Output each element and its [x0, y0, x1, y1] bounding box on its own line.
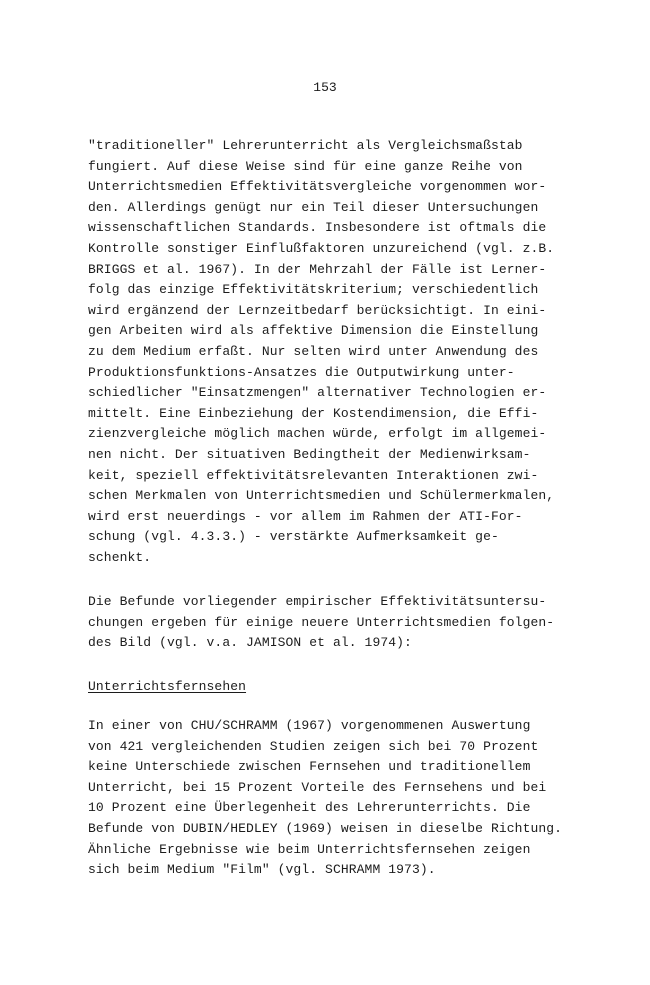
- text-line: Kontrolle sonstiger Einflußfaktoren unzureichend (vgl. z.B.: [88, 240, 555, 256]
- text-line: nen nicht. Der situativen Bedingtheit der Medienwirksam-: [88, 446, 531, 462]
- text-line: mittelt. Eine Einbeziehung der Kostendimension, die Effi-: [88, 405, 539, 421]
- text-line: folg das einzige Effektivitätskriterium; verschiedentlich: [88, 282, 539, 298]
- text-line: des Bild (vgl. v.a. JAMISON et al. 1974):: [88, 635, 412, 651]
- paragraph-2: [88, 592, 558, 654]
- text-line: BRIGGS et al. 1967). In der Mehrzahl der Fälle ist Lerner-: [88, 261, 547, 277]
- text-line: gen Arbeiten wird als affektive Dimension die Einstellung: [88, 323, 539, 339]
- text-line: den. Allerdings genügt nur ein Teil dieser Untersuchungen: [88, 199, 539, 215]
- text-line: Produktionsfunktions-Ansatzes die Outputwirkung unter-: [88, 364, 515, 380]
- paragraph-3: [88, 716, 563, 881]
- text-line: zu dem Medium erfaßt. Nur selten wird unter Anwendung des: [88, 343, 539, 359]
- text-line: 10 Prozent eine Überlegenheit des Lehrerunterrichts. Die: [88, 800, 531, 816]
- text-line: In einer von CHU/SCHRAMM (1967) vorgenommenen Auswertung: [88, 718, 531, 733]
- text-line: schiedlicher "Einsatzmengen" alternativer Technologien er-: [88, 385, 547, 401]
- text-line: wird ergänzend der Lernzeitbedarf berücksichtigt. In eini-: [88, 302, 547, 318]
- text-line: wissenschaftlichen Standards. Insbesondere ist oftmals die: [88, 220, 547, 236]
- text-line: keine Unterschiede zwischen Fernsehen und traditionellem: [88, 759, 531, 775]
- text-line: chungen ergeben für einige neuere Unterrichtsmedien folgen-: [88, 614, 555, 630]
- text-line: schen Merkmalen von Unterrichtsmedien und Schülermerkmalen,: [88, 488, 555, 504]
- text-line: fungiert. Auf diese Weise sind für eine ganze Reihe von: [88, 158, 523, 174]
- text-line: zienzvergleiche möglich machen würde, erfolgt im allgemei-: [88, 426, 547, 442]
- text-line: sich beim Medium "Film" (vgl. SCHRAMM 1973).: [88, 862, 436, 878]
- text-line: Ähnliche Ergebnisse wie beim Unterrichtsfernsehen zeigen: [88, 841, 531, 857]
- text-line: Unterricht, bei 15 Prozent Vorteile des Fernsehens und bei: [88, 779, 547, 795]
- text-line: Die Befunde vorliegender empirischer Effektivitätsuntersu-: [88, 594, 547, 609]
- text-line: wird erst neuerdings - vor allem im Rahmen der ATI-For-: [88, 508, 523, 524]
- text-line: Befunde von DUBIN/HEDLEY (1969) weisen in dieselbe Richtung.: [88, 820, 563, 836]
- text-line: "traditioneller" Lehrerunterricht als Vergleichsmaßstab: [88, 138, 523, 153]
- text-line: schenkt.: [88, 549, 152, 565]
- paragraph-1: [88, 136, 558, 568]
- text-line: von 421 vergleichenden Studien zeigen sich bei 70 Prozent: [88, 738, 539, 754]
- text-line: schung (vgl. 4.3.3.) - verstärkte Aufmerksamkeit ge-: [88, 529, 499, 545]
- section-heading: Unterrichtsfernsehen: [88, 679, 247, 694]
- text-line: Unterrichtsmedien Effektivitätsvergleiche vorgenommen wor-: [88, 179, 547, 195]
- page-number: 153: [313, 80, 337, 95]
- text-line: keit, speziell effektivitätsrelevanten Interaktionen zwi-: [88, 467, 539, 483]
